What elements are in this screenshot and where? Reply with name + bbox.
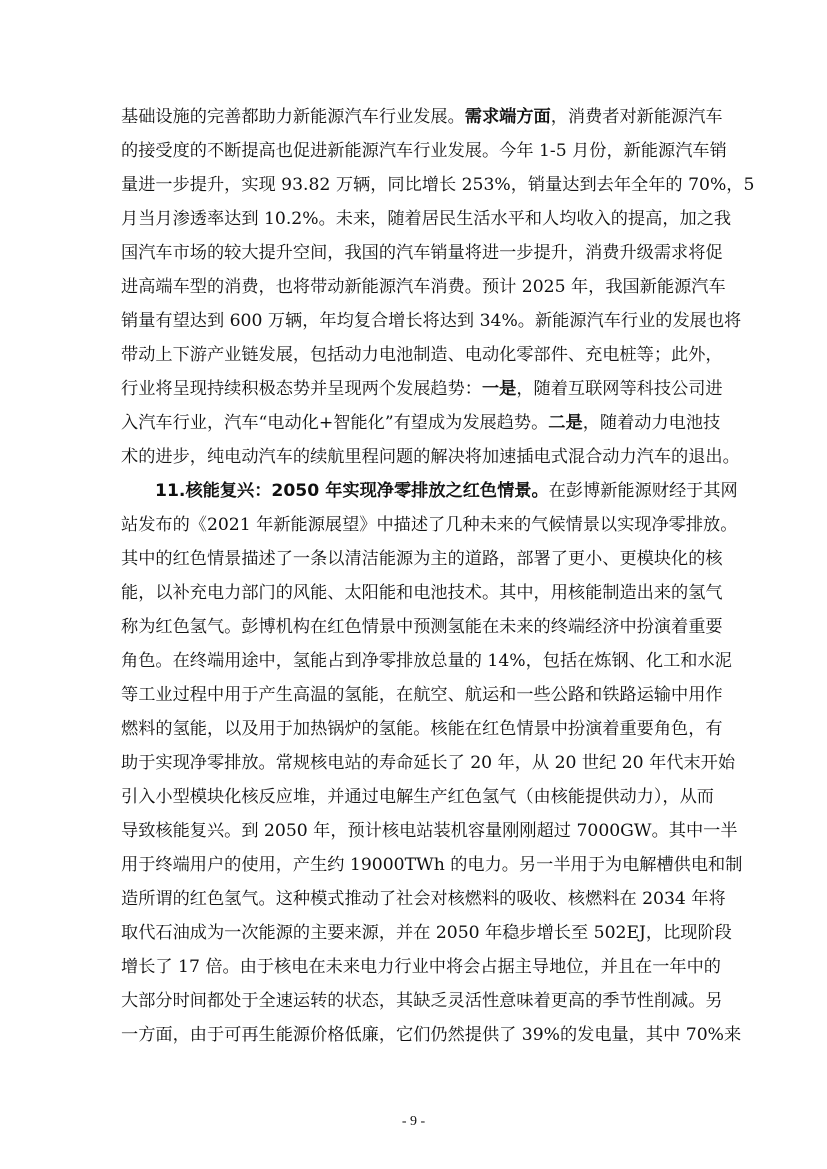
- text-line: 用于终端用户的使用，产生约 19000TWh 的电力。另一半用于为电解槽供电和制: [121, 855, 743, 875]
- text-line: 导致核能复兴。到 2050 年，预计核电站装机容量刚刚超过 7000GW。其中一半: [121, 821, 738, 841]
- text-run: 入汽车行业，汽车“电动化+智能化”有望成为发展趋势。: [121, 413, 549, 433]
- text-line: [121, 372, 723, 406]
- text-run: 在彭博新能源财经于其网: [548, 481, 738, 501]
- text-line: 术的进步，纯电动汽车的续航里程问题的解决将加速插电式混合动力汽车的退出。: [121, 447, 740, 467]
- bold-phrase: 一是: [481, 379, 517, 399]
- text-line: 燃料的氢能，以及用于加热锅炉的氢能。核能在红色情景中扮演着重要角色，有: [121, 719, 723, 739]
- text-line: 助于实现净零排放。常规核电站的寿命延长了 20 年，从 20 世纪 20 年代末开始: [121, 753, 736, 773]
- text-line: 其中的红色情景描述了一条以清洁能源为主的道路，部署了更小、更模块化的核: [121, 549, 723, 569]
- text-line: 站发布的《2021 年新能源展望》中描述了几种未来的气候情景以实现净零排放。: [121, 515, 738, 535]
- text-line: 销量有望达到 600 万辆，年均复合增长将达到 34%。新能源汽车行业的发展也将: [121, 311, 742, 331]
- text-line: 造所谓的红色氢气。这种模式推动了社会对核燃料的吸收、核燃料在 2034 年将: [121, 889, 726, 909]
- text-line: 取代石油成为一次能源的主要来源，并在 2050 年稳步增长至 502EJ，比现阶段: [121, 923, 732, 943]
- text-line: 角色。在终端用途中，氢能占到净零排放总量的 14%，包括在炼钢、化工和水泥: [121, 651, 732, 671]
- text-line: 的接受度的不断提高也促进新能源汽车行业发展。今年 1-5 月份，新能源汽车销: [121, 141, 727, 161]
- bold-phrase: 需求端方面: [464, 107, 551, 127]
- text-run: ，随着互联网等科技公司进: [516, 379, 723, 399]
- text-line: 等工业过程中用于产生高温的氢能，在航空、航运和一些公路和铁路运输中用作: [121, 685, 723, 705]
- text-line: 量进一步提升，实现 93.82 万辆，同比增长 253%，销量达到去年全年的 70%，5: [121, 175, 755, 195]
- text-run: 行业将呈现持续积极态势并呈现两个发展趋势：: [121, 379, 482, 399]
- text-line: 一方面，由于可再生能源价格低廉，它们仍然提供了 39%的发电量，其中 70%来: [121, 1025, 742, 1045]
- text-line: [121, 100, 723, 134]
- bold-phrase: 二是: [548, 413, 583, 433]
- text-run: ，随着动力电池技: [582, 413, 721, 433]
- text-run: 基础设施的完善都助力新能源汽车行业发展。: [121, 107, 465, 127]
- page-number: - 9 -: [401, 1114, 426, 1129]
- text-line: 称为红色氢气。彭博机构在红色情景中预测氢能在未来的终端经济中扮演着重要: [121, 617, 723, 637]
- text-line: [121, 406, 721, 440]
- text-line: 进高端车型的消费，也将带动新能源汽车消费。预计 2025 年，我国新能源汽车: [121, 277, 726, 297]
- section-heading-line: [155, 474, 738, 508]
- text-line: 月当月渗透率达到 10.2%。未来，随着居民生活水平和人均收入的提高，加之我: [121, 209, 732, 229]
- text-line: 大部分时间都处于全速运转的状态，其缺乏灵活性意味着更高的季节性削减。另: [121, 991, 723, 1011]
- text-run: ，消费者对新能源汽车: [550, 107, 723, 127]
- text-line: 能，以补充电力部门的风能、太阳能和电池技术。其中，用核能制造出来的氢气: [121, 583, 723, 603]
- text-line: 增长了 17 倍。由于核电在未来电力行业中将会占据主导地位，并且在一年中的: [121, 957, 721, 977]
- text-line: 带动上下游产业链发展，包括动力电池制造、电动化零部件、充电桩等；此外，: [121, 345, 723, 365]
- text-line: 引入小型模块化核反应堆，并通过电解生产红色氢气（由核能提供动力），从而: [121, 787, 714, 807]
- text-line: 国汽车市场的较大提升空间，我国的汽车销量将进一步提升，消费升级需求将促: [121, 243, 723, 263]
- section-heading: 11.核能复兴：2050 年实现净零排放之红色情景。: [155, 481, 549, 501]
